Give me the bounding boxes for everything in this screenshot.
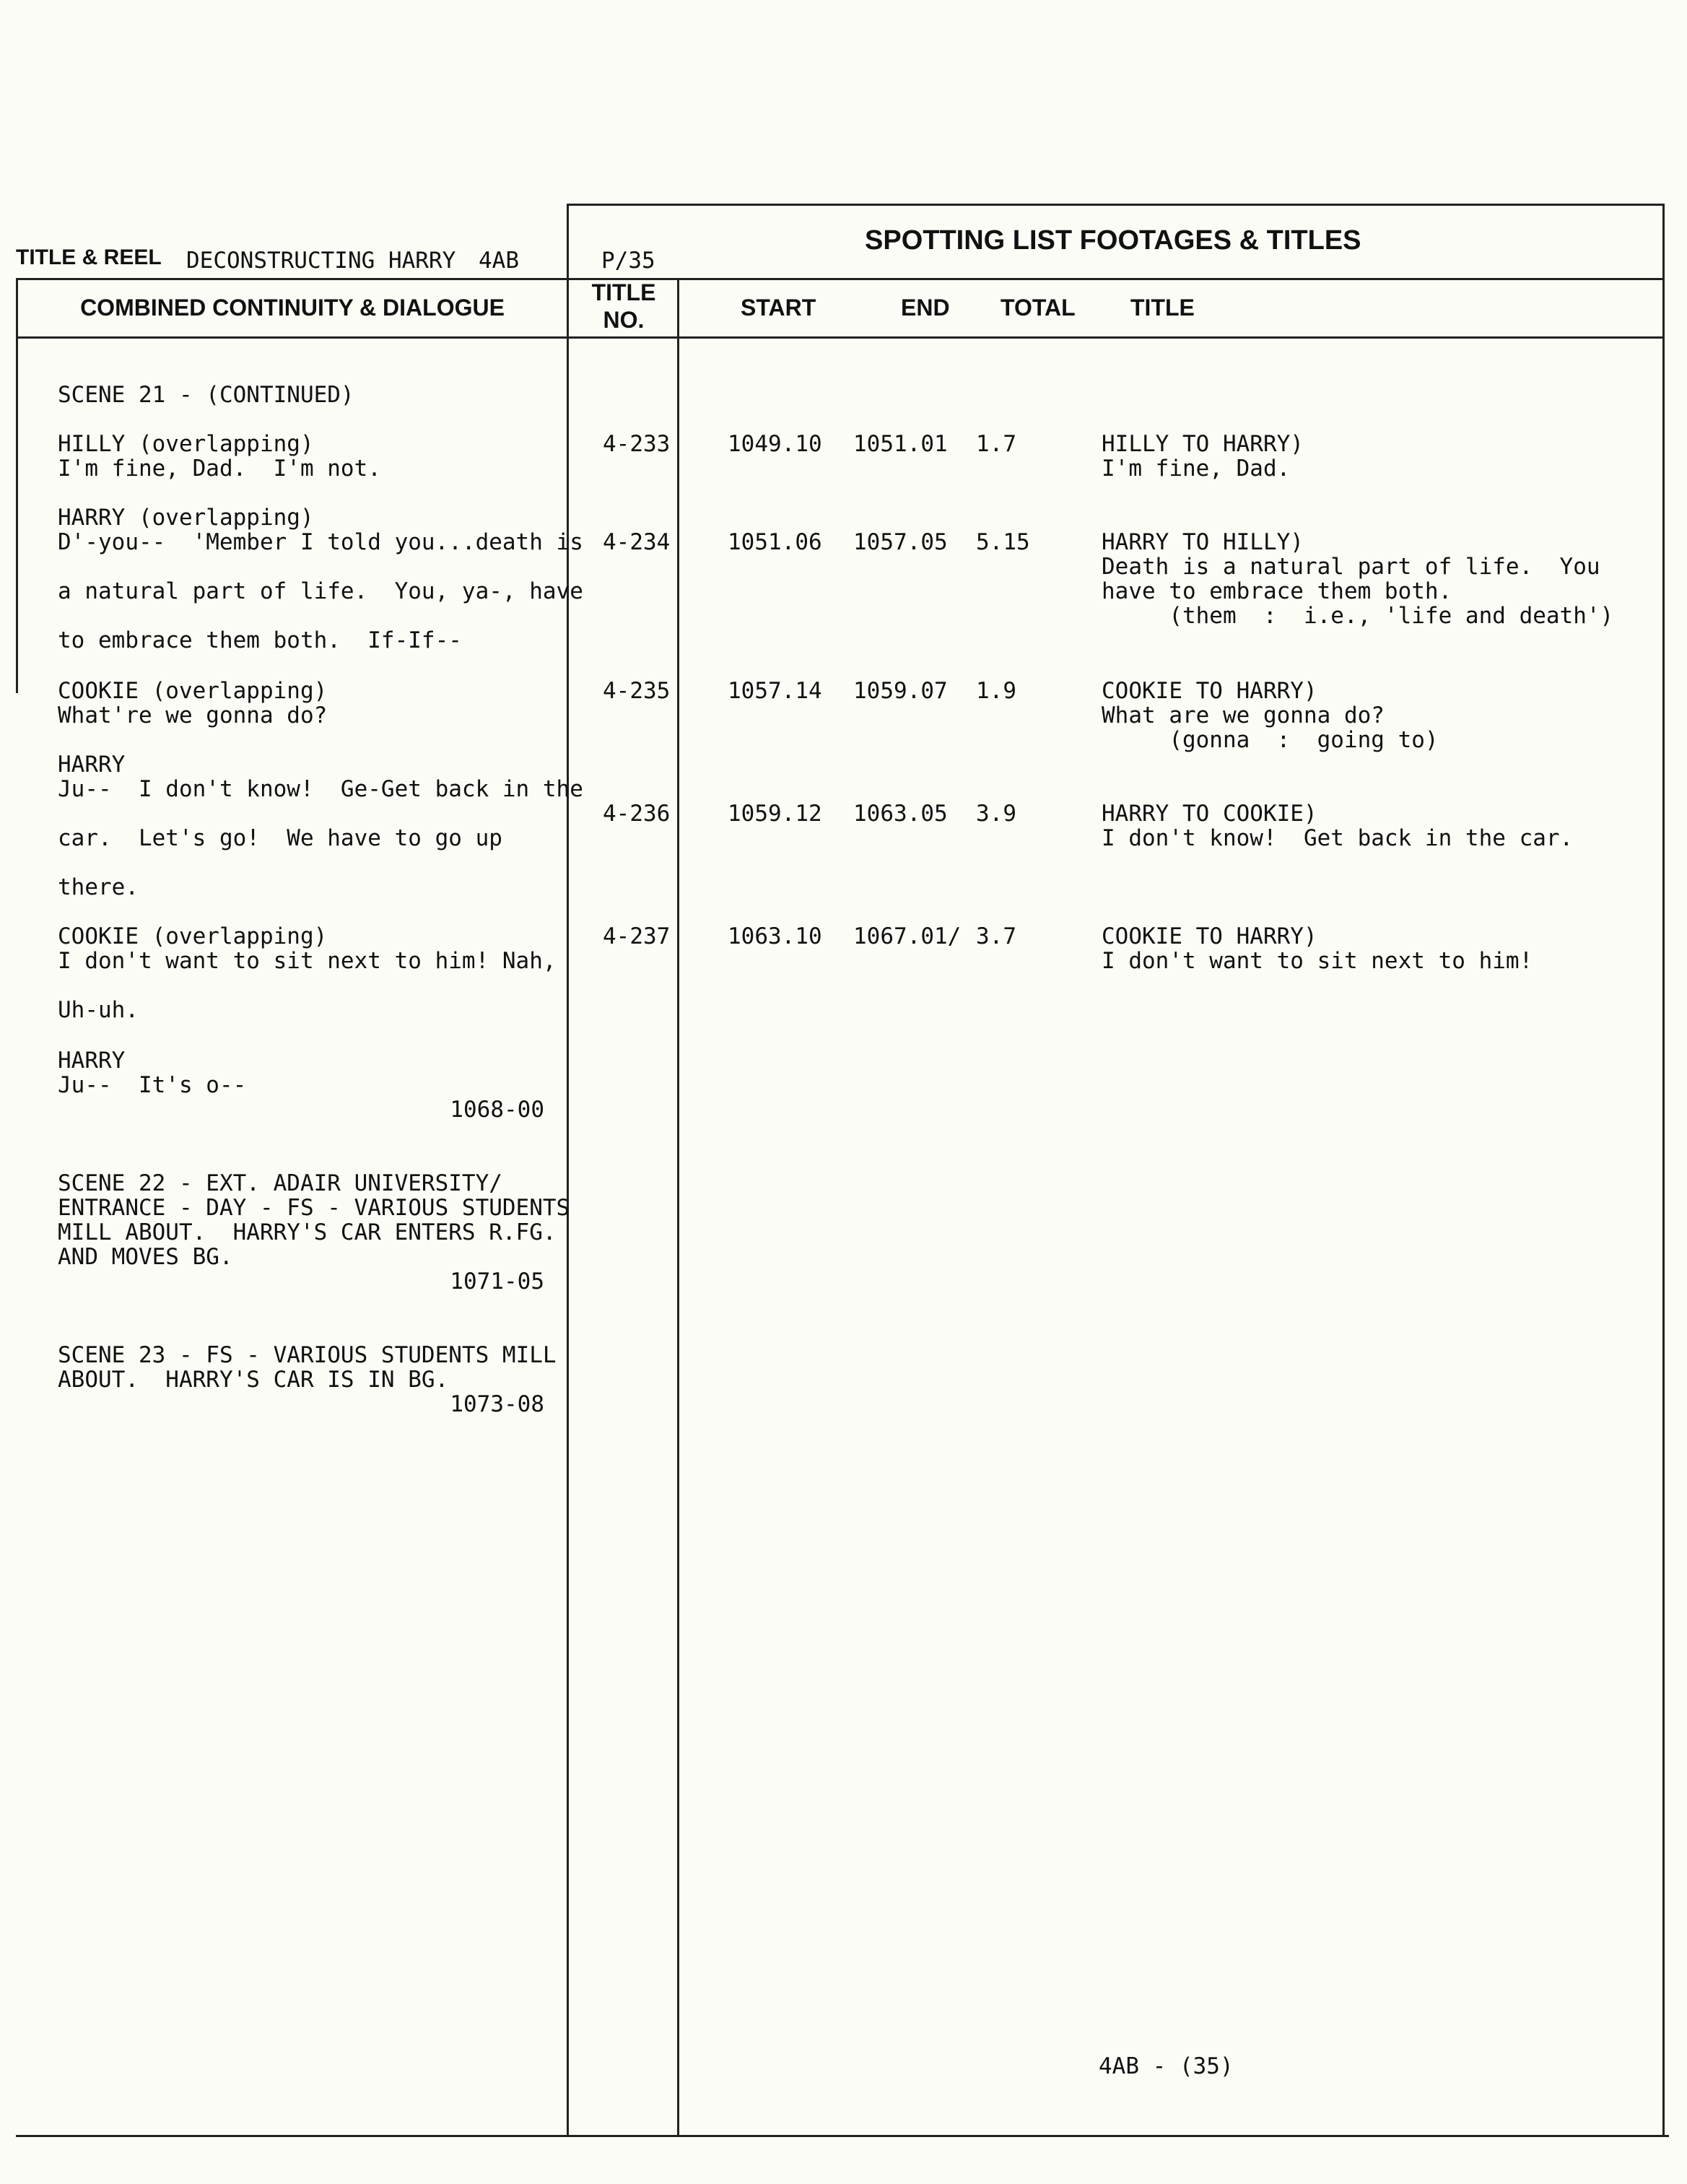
end: 1059.07 — [853, 678, 948, 704]
title-no: 4-234 — [603, 529, 671, 555]
bottom-rule — [16, 2135, 1669, 2137]
continuity-cookie-2: COOKIE (overlapping) I don't want to sit next to him! Nah, — [58, 923, 557, 974]
title-no: 4-233 — [603, 431, 671, 457]
title-no: 4-237 — [603, 923, 671, 949]
col-title-no-line2: NO. — [603, 307, 645, 333]
footage-1068: 1068-00 — [450, 1097, 544, 1123]
reel-label: 4AB — [479, 248, 519, 274]
continuity-cookie-3: Uh-uh. — [58, 997, 139, 1023]
divider-title-no — [677, 278, 679, 2136]
col-continuity-header: COMBINED CONTINUITY & DIALOGUE — [80, 295, 505, 321]
subtitle: COOKIE TO HARRY) What are we gonna do? (gonna : going to) — [1102, 678, 1439, 753]
spotting-title: SPOTTING LIST FOOTAGES & TITLES — [865, 225, 1361, 256]
footage-1071: 1071-05 — [450, 1269, 544, 1295]
film-title: DECONSTRUCTING HARRY — [186, 248, 456, 274]
start: 1057.14 — [728, 678, 822, 704]
col-start-header: START — [741, 295, 816, 321]
end: 1051.01 — [853, 431, 948, 457]
subtitle: HILLY TO HARRY) I'm fine, Dad. — [1102, 431, 1304, 482]
continuity-scene23: SCENE 23 - FS - VARIOUS STUDENTS MILL ABOUT. HARRY'S CAR IS IN BG. — [58, 1342, 557, 1393]
start: 1063.10 — [728, 923, 822, 949]
footage-1073: 1073-08 — [450, 1391, 544, 1417]
subtitle: COOKIE TO HARRY) I don't want to sit next to him! — [1102, 923, 1533, 974]
col-end-header: END — [901, 295, 950, 321]
continuity-hilly: HILLY (overlapping) I'm fine, Dad. I'm not. — [58, 431, 381, 482]
subtitle: HARRY TO HILLY) Death is a natural part of life. You have to embrace them both. (them : i.e., 'life and death') — [1102, 529, 1614, 629]
end: 1067.01/ — [853, 923, 962, 949]
subtitle: HARRY TO COOKIE) I don't know! Get back in the car. — [1102, 801, 1574, 851]
title-no: 4-236 — [603, 801, 671, 827]
page-number: P/35 — [601, 248, 655, 274]
continuity-scene21: SCENE 21 - (CONTINUED) — [58, 382, 354, 408]
col-title-no-line1: TITLE — [591, 279, 656, 305]
total: 5.15 — [976, 529, 1030, 555]
subheader-rule — [16, 336, 1664, 339]
total: 1.7 — [976, 431, 1016, 457]
end: 1063.05 — [853, 801, 948, 827]
continuity-harry-6: there. — [58, 874, 139, 900]
title-no: 4-235 — [603, 678, 671, 704]
start: 1059.12 — [728, 801, 822, 827]
header-rule — [16, 278, 1664, 280]
continuity-cookie-1: COOKIE (overlapping) What're we gonna do? — [58, 678, 328, 728]
right-border — [1662, 204, 1665, 2136]
col-title-no-header — [570, 279, 677, 334]
divider-continuity — [567, 204, 569, 2136]
top-rule-right — [567, 204, 1664, 206]
col-title-header: TITLE — [1130, 295, 1195, 321]
continuity-harry-7: HARRY Ju-- It's o-- — [58, 1048, 247, 1098]
title-reel-label: TITLE & REEL — [16, 245, 162, 269]
col-total-header: TOTAL — [1001, 295, 1076, 321]
left-border — [16, 278, 18, 693]
continuity-harry-1: HARRY (overlapping) D'-you-- 'Member I told you...death is — [58, 505, 583, 555]
total: 3.7 — [976, 923, 1016, 949]
continuity-harry-3: to embrace them both. If-If-- — [58, 627, 462, 653]
continuity-harry-2: a natural part of life. You, ya-, have — [58, 578, 583, 604]
continuity-scene22: SCENE 22 - EXT. ADAIR UNIVERSITY/ ENTRANCE - DAY - FS - VARIOUS STUDENTS MILL ABOUT. HARRY'S CAR ENTERS R.FG. AND MOVES BG. — [58, 1170, 570, 1270]
total: 3.9 — [976, 801, 1016, 827]
total: 1.9 — [976, 678, 1016, 704]
start: 1049.10 — [728, 431, 822, 457]
continuity-harry-5: car. Let's go! We have to go up — [58, 825, 502, 851]
page-reference: 4AB - (35) — [1099, 2053, 1234, 2079]
continuity-harry-4: HARRY Ju-- I don't know! Ge-Get back in the — [58, 752, 583, 802]
end: 1057.05 — [853, 529, 948, 555]
start: 1051.06 — [728, 529, 822, 555]
